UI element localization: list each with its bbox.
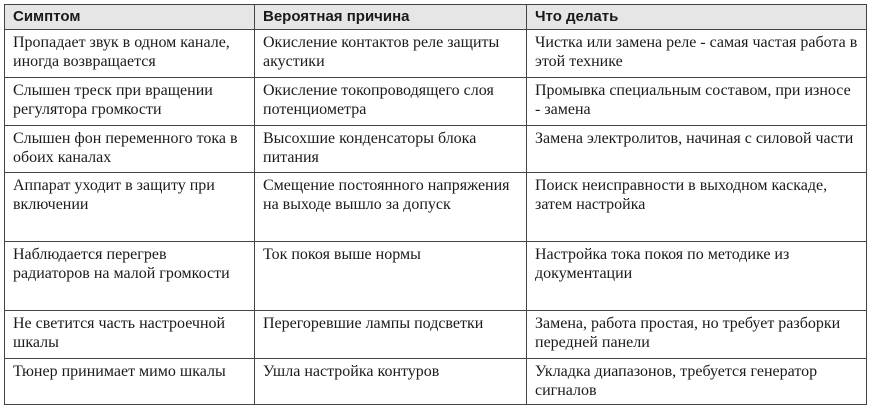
action-cell: Настройка тока покоя по методике из документации bbox=[527, 242, 867, 311]
symptom-cell: Не светится часть настроечной шкалы bbox=[5, 311, 255, 359]
cause-cell: Высохшие конденсаторы блока питания bbox=[255, 126, 527, 173]
cause-cell: Смещение постоянного напряжения на выходе вышло за допуск bbox=[255, 173, 527, 242]
action-cell: Поиск неисправности в выходном каскаде, затем настройка bbox=[527, 173, 867, 242]
table-row bbox=[5, 173, 867, 242]
cause-cell: Окисление токопроводящего слоя потенциометра bbox=[255, 78, 527, 126]
header-action: Что делать bbox=[527, 5, 867, 30]
symptom-cell: Наблюдается перегрев радиаторов на малой громкости bbox=[5, 242, 255, 311]
action-cell: Промывка специальным составом, при износе - замена bbox=[527, 78, 867, 126]
symptom-cell: Пропадает звук в одном канале, иногда возвращается bbox=[5, 30, 255, 78]
header-symptom: Симптом bbox=[5, 5, 255, 30]
action-cell: Замена, работа простая, но требует разборки передней панели bbox=[527, 311, 867, 359]
cause-cell: Ушла настройка контуров bbox=[255, 359, 527, 405]
symptom-cell: Слышен фон переменного тока в обоих каналах bbox=[5, 126, 255, 173]
table-row bbox=[5, 78, 867, 126]
header-row bbox=[5, 5, 867, 30]
symptom-cell: Аппарат уходит в защиту при включении bbox=[5, 173, 255, 242]
table-row bbox=[5, 311, 867, 359]
symptom-cell: Тюнер принимает мимо шкалы bbox=[5, 359, 255, 405]
table-row bbox=[5, 242, 867, 311]
symptom-cell: Слышен треск при вращении регулятора громкости bbox=[5, 78, 255, 126]
table-header bbox=[5, 5, 867, 30]
header-cause: Вероятная причина bbox=[255, 5, 527, 30]
table-body bbox=[5, 30, 867, 405]
cause-cell: Окисление контактов реле защиты акустики bbox=[255, 30, 527, 78]
action-cell: Замена электролитов, начиная с силовой части bbox=[527, 126, 867, 173]
table-row bbox=[5, 359, 867, 405]
cause-cell: Ток покоя выше нормы bbox=[255, 242, 527, 311]
action-cell: Чистка или замена реле - самая частая работа в этой технике bbox=[527, 30, 867, 78]
table-row bbox=[5, 126, 867, 173]
action-cell: Укладка диапазонов, требуется генератор сигналов bbox=[527, 359, 867, 405]
cause-cell: Перегоревшие лампы подсветки bbox=[255, 311, 527, 359]
table-row bbox=[5, 30, 867, 78]
troubleshooting-table bbox=[4, 4, 867, 405]
